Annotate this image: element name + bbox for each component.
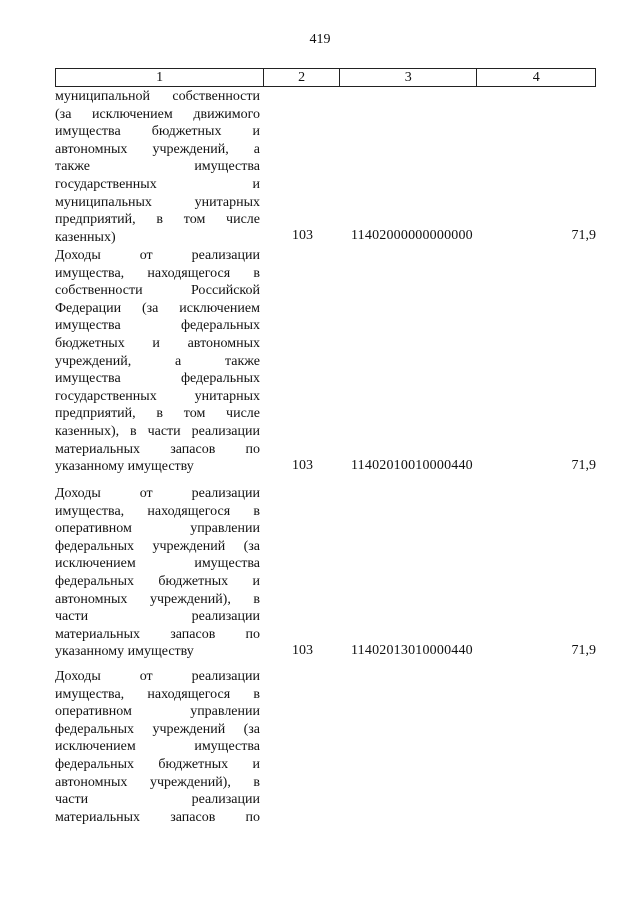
desc-line: автономных учреждений), в	[55, 774, 260, 790]
desc-line: бюджетных и автономных	[55, 335, 260, 351]
row-kbk: 11402000000000000	[351, 228, 473, 243]
desc-line: оперативном управлении	[55, 521, 260, 537]
page-number: 419	[309, 32, 331, 47]
desc-line: предприятий, в том числе	[55, 212, 260, 228]
desc-line: Доходы от реализации	[55, 248, 260, 263]
desc-line: имущества, находящегося в	[55, 686, 260, 702]
desc-line: части реализации	[55, 609, 260, 625]
row-description	[55, 88, 260, 246]
desc-line: предприятий, в том числе	[55, 406, 260, 422]
desc-line: казенных)	[55, 229, 116, 245]
desc-line: имущества, находящегося в	[55, 503, 260, 519]
desc-line: материальных запасов по	[55, 626, 260, 642]
desc-line: (за исключением движимого	[55, 106, 260, 122]
header-col-3: 3	[340, 69, 477, 86]
desc-line: автономных учреждений), в	[55, 591, 260, 607]
desc-line: федеральных бюджетных и	[55, 756, 260, 772]
desc-line: указанному имуществу	[55, 644, 194, 660]
desc-line: федеральных бюджетных и	[55, 573, 260, 589]
desc-line: материальных запасов по	[55, 809, 260, 825]
desc-line: исключением имущества	[55, 556, 260, 572]
row-code: 103	[292, 228, 313, 243]
desc-line: федеральных учреждений (за	[55, 538, 260, 554]
row-amount: 71,9	[571, 643, 596, 658]
desc-line: имущества, находящегося в	[55, 265, 260, 281]
desc-line: автономных учреждений, а	[55, 141, 260, 157]
desc-line: государственных и	[55, 176, 260, 192]
row-code: 103	[292, 458, 313, 473]
desc-line: Доходы от реализации	[55, 669, 260, 684]
desc-line: оперативном управлении	[55, 704, 260, 720]
desc-line: государственных унитарных	[55, 388, 260, 404]
row-description	[55, 668, 260, 826]
desc-line: муниципальной собственности	[55, 89, 260, 104]
desc-line: указанному имуществу	[55, 459, 194, 475]
desc-line: части реализации	[55, 792, 260, 808]
header-col-2: 2	[264, 69, 340, 86]
desc-line: имущества федеральных	[55, 318, 260, 334]
row-code: 103	[292, 643, 313, 658]
row-kbk: 11402013010000440	[351, 643, 473, 658]
row-amount: 71,9	[571, 458, 596, 473]
desc-line: казенных), в части реализации	[55, 423, 260, 439]
desc-line: учреждений, а также	[55, 353, 260, 369]
row-description	[55, 485, 260, 661]
desc-line: также имущества	[55, 159, 260, 175]
row-description	[55, 247, 260, 476]
desc-line: собственности Российской	[55, 283, 260, 299]
desc-line: исключением имущества	[55, 739, 260, 755]
header-col-1: 1	[56, 69, 264, 86]
header-col-4: 4	[532, 70, 540, 85]
desc-line: имущества бюджетных и	[55, 124, 260, 140]
desc-line: федеральных учреждений (за	[55, 721, 260, 737]
row-kbk: 11402010010000440	[351, 458, 473, 473]
desc-line: муниципальных унитарных	[55, 194, 260, 210]
desc-line: Федерации (за исключением	[55, 300, 260, 316]
desc-line: имущества федеральных	[55, 371, 260, 387]
desc-line: Доходы от реализации	[55, 486, 260, 501]
table-header	[55, 68, 596, 87]
row-amount: 71,9	[571, 228, 596, 243]
desc-line: материальных запасов по	[55, 441, 260, 457]
